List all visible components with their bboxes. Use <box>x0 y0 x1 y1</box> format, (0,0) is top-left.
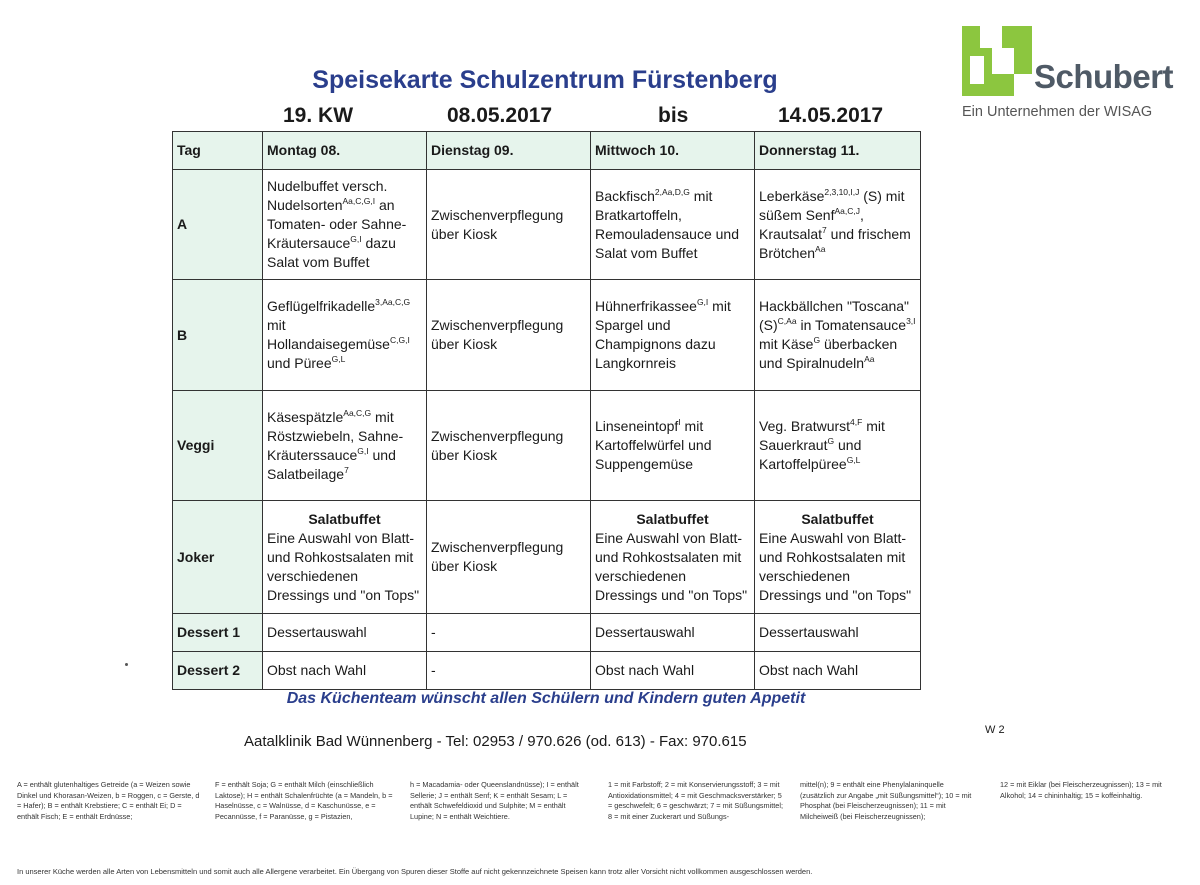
cell-veggi-wednesday: Linseneintopf$^I$ mit Kartoffelwürfel und Suppengemüse <box>591 391 755 501</box>
page-title: Speisekarte Schulzentrum Fürstenberg <box>312 66 778 94</box>
cell-joker-monday: Salatbuffet Eine Auswahl von Blatt- und Rohkostsalaten mit verschiedenen Dressings und "on Tops" <box>263 501 427 614</box>
cell-b-thursday: Hackbällchen "Toscana" $(S)^{C,Aa}$ in Tomatensauce$^{3,I}$ mit Käse$^G$ überbacken und Spiralnudeln$^{Aa}$ <box>755 280 921 391</box>
table-row-a <box>173 170 921 280</box>
brand-subtitle: Ein Unternehmen der WISAG <box>962 104 1153 120</box>
col-header-thursday: Donnerstag 11. <box>755 132 921 170</box>
date-from: 08.05.2017 <box>447 104 553 127</box>
cell-d1-wednesday: Dessertauswahl <box>591 614 755 652</box>
col-header-tag: Tag <box>173 132 263 170</box>
row-label-dessert-2: Dessert 2 <box>173 652 263 690</box>
document-code: W 2 <box>985 724 1005 736</box>
cell-a-thursday: Leberkäse$^{2,3,10,I,J}$ (S) mit süßem Senf$^{Aa,C,J}$, Krautsalat$^7$ und frischem Brötchen$^{Aa}$ <box>755 170 921 280</box>
menu-table <box>172 131 921 690</box>
date-bis: bis <box>658 104 689 127</box>
cell-a-monday: Nudelbuffet versch. Nudelsorten$^{Aa,C,G,I}$ an Tomaten- oder Sahne-Kräutersauce$^{G,I}$ dazu Salat vom Buffet <box>263 170 427 280</box>
cell-joker-wednesday: Salatbuffet Eine Auswahl von Blatt- und Rohkostsalaten mit verschiedenen Dressings und "on Tops" <box>591 501 755 614</box>
cell-a-tuesday: Zwischenverpflegung über Kiosk <box>427 170 591 280</box>
col-header-monday: Montag 08. <box>263 132 427 170</box>
scan-dot <box>125 663 128 666</box>
schubert-logo-mark <box>962 26 1032 96</box>
allergen-col-6: 12 = mit Eiklar (bei Fleischerzeugnissen); 13 = mit Alkohol; 14 = chininhaltig; 15 = koffeinhaltig. <box>1000 780 1162 800</box>
row-label-veggi: Veggi <box>173 391 263 501</box>
col-header-wednesday: Mittwoch 10. <box>591 132 755 170</box>
allergen-col-3: h = Macadamia- oder Queenslandnüsse); I = enthält Sellerie; J = enthält Senf; K = enthält Sesam; L = enthält Schwefeldioxid und Sulphite; M = enthält Lupine; N = enthält Weichtiere. <box>410 780 579 821</box>
table-row-b <box>173 280 921 391</box>
cell-veggi-tuesday: Zwischenverpflegung über Kiosk <box>427 391 591 501</box>
cell-b-wednesday: Hühnerfrikassee$^{G,I}$ mit Spargel und Champignons dazu Langkornreis <box>591 280 755 391</box>
cell-joker-tuesday: Zwischenverpflegung über Kiosk <box>427 501 591 614</box>
allergen-col-2: F = enthält Soja; G = enthält Milch (einschließlich Laktose); H = enthält Schalenfrüchte (a = Mandeln, b = Haselnüsse, c = Walnüsse, d = Kaschunüsse, e = Pecannüsse, f = Paranüsse, g = Pistazien, <box>215 780 393 821</box>
allergen-note: In unserer Küche werden alle Arten von Lebensmitteln und somit auch alle Allergene verarbeitet. Ein Übergang von Spuren dieser Stoffe auf nicht gekennzeichnete Speisen kann trotz aller Vorsicht nicht vollkommen ausgeschlossen werden. <box>17 867 813 876</box>
allergen-col-5: mittel(n); 9 = enthält eine Phenylalaninquelle (zusätzlich zur Angabe „mit Süßungsmittel“); 10 = mit Phosphat (bei Fleischerzeugnissen); 11 = mit Milcheiweiß (bei Fleischerzeugnissen); <box>800 780 972 821</box>
cell-b-monday: Geflügelfrikadelle$^{3,Aa,C,G}$ mit Hollandaisegemüse$^{C,G,I}$ und Püree$^{G,L}$ <box>263 280 427 391</box>
cell-veggi-monday: Käsespätzle$^{Aa,C,G}$ mit Röstzwiebeln, Sahne-Kräuterssauce$^{G,I}$ und Salatbeilage$^7$ <box>263 391 427 501</box>
allergen-col-1: A = enthält glutenhaltiges Getreide (a = Weizen sowie Dinkel und Khorasan-Weizen, b = Roggen, c = Gerste, d = Hafer); B = enthält Krebstiere; C = enthält Ei; D = enthält Fisch; E = enthält Erdnüsse; <box>17 780 200 821</box>
cell-a-wednesday: Backfisch$^{2,Aa,D,G}$ mit Bratkartoffeln, Remouladensauce und Salat vom Buffet <box>591 170 755 280</box>
row-label-b: B <box>173 280 263 391</box>
table-row-dessert-2 <box>173 652 921 690</box>
cell-d1-thursday: Dessertauswahl <box>755 614 921 652</box>
table-row-dessert-1 <box>173 614 921 652</box>
cell-d2-monday: Obst nach Wahl <box>263 652 427 690</box>
table-row-veggi <box>173 391 921 501</box>
contact-line: Aatalklinik Bad Wünnenberg - Tel: 02953 / 970.626 (od. 613) - Fax: 970.615 <box>244 733 747 750</box>
appetit-wish: Das Küchenteam wünscht allen Schülern und Kindern guten Appetit <box>286 690 806 707</box>
cell-d1-tuesday: - <box>427 614 591 652</box>
table-header-row <box>173 132 921 170</box>
brand-name: Schubert <box>1034 58 1174 95</box>
cell-joker-thursday: Salatbuffet Eine Auswahl von Blatt- und Rohkostsalaten mit verschiedenen Dressings und "on Tops" <box>755 501 921 614</box>
cell-veggi-thursday: Veg. Bratwurst$^{4,F}$ mit Sauerkraut$^G$ und Kartoffelpüree$^{G,L}$ <box>755 391 921 501</box>
col-header-tuesday: Dienstag 09. <box>427 132 591 170</box>
row-label-a: A <box>173 170 263 280</box>
week-number: 19. KW <box>283 104 354 127</box>
cell-d2-thursday: Obst nach Wahl <box>755 652 921 690</box>
row-label-joker: Joker <box>173 501 263 614</box>
row-label-dessert-1: Dessert 1 <box>173 614 263 652</box>
date-to: 14.05.2017 <box>778 104 884 127</box>
cell-d2-wednesday: Obst nach Wahl <box>591 652 755 690</box>
table-row-joker <box>173 501 921 614</box>
cell-b-tuesday: Zwischenverpflegung über Kiosk <box>427 280 591 391</box>
allergen-col-4: 1 = mit Farbstoff; 2 = mit Konservierungsstoff; 3 = mit Antioxidationsmittel; 4 = mit Geschmacksverstärker; 5 = geschwefelt; 6 = geschwärzt; 7 = mit Süßungsmittel; 8 = mit einer Zuckerart und Süßungs- <box>608 780 784 821</box>
cell-d1-monday: Dessertauswahl <box>263 614 427 652</box>
schubert-logo <box>962 26 1187 126</box>
cell-d2-tuesday: - <box>427 652 591 690</box>
